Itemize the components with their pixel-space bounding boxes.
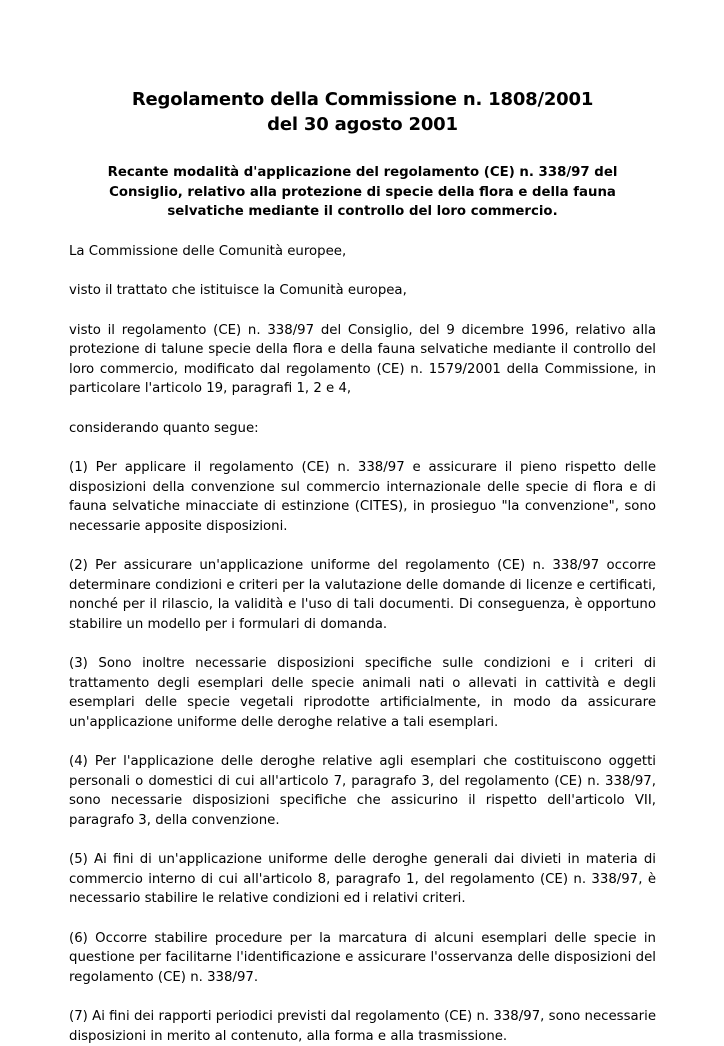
title-line-1: Regolamento della Commissione n. 1808/2001 <box>131 89 594 110</box>
recital-7: (7) Ai fini dei rapporti periodici previsti dal regolamento (CE) n. 338/97, sono necessarie disposizioni in merito al contenuto, alla forma e alla trasmissione. <box>69 1009 656 1044</box>
title-line-2: del 30 agosto 2001 <box>267 114 458 135</box>
document-title <box>69 87 656 137</box>
recital-4: (4) Per l'applicazione delle deroghe relative agli esemplari che costituiscono oggetti personali o domestici di cui all'articolo 7, paragrafo 3, del regolamento (CE) n. 338/97, sono necessarie disposizioni specifiche che assicurino il rispetto dell'articolo VII, paragrafo 3, della convenzione. <box>69 754 656 828</box>
recital-3: (3) Sono inoltre necessarie disposizioni specifiche sulle condizioni e i criteri di trattamento degli esemplari delle specie animali nati o allevati in cattività e degli esemplari delle specie vegetali riprodotte artificialmente, in modo da assicurare un'applicazione uniforme delle deroghe relative a tali esemplari. <box>69 656 656 730</box>
document-subtitle: Recante modalità d'applicazione del regolamento (CE) n. 338/97 del Consiglio, relativo alla protezione di specie della flora e della fauna selvatiche mediante il controllo del loro commercio. <box>107 165 618 219</box>
recital-2: (2) Per assicurare un'applicazione uniforme del regolamento (CE) n. 338/97 occorre determinare condizioni e criteri per la valutazione delle domande di licenze e certificati, nonché per il rilascio, la validità e l'uso di tali documenti. Di conseguenza, è opportuno stabilire un modello per i formulari di domanda. <box>69 558 656 632</box>
recital-1: (1) Per applicare il regolamento (CE) n. 338/97 e assicurare il pieno rispetto delle disposizioni della convenzione sul commercio internazionale delle specie di flora e di fauna selvatiche minacciate di estinzione (CITES), in prosieguo "la convenzione", sono necessarie apposite disposizioni. <box>69 460 656 534</box>
recital-5: (5) Ai fini di un'applicazione uniforme delle deroghe generali dai divieti in materia di commercio interno di cui all'articolo 8, paragrafo 1, del regolamento (CE) n. 338/97, è necessario stabilire le relative condizioni ed i relativi criteri. <box>69 852 656 906</box>
paragraph-treaty: visto il trattato che istituisce la Comunità europea, <box>69 283 407 298</box>
recital-6: (6) Occorre stabilire procedure per la marcatura di alcuni esemplari delle specie in questione per facilitarne l'identificazione e assicurare l'osservanza delle disposizioni del regolamento (CE) n. 338/97. <box>69 930 656 985</box>
paragraph-regulation-reference: visto il regolamento (CE) n. 338/97 del Consiglio, del 9 dicembre 1996, relativo alla protezione di talune specie della flora e della fauna selvatiche mediante il controllo del loro commercio, modificato dal regolamento (CE) n. 1579/2001 della Commissione, in particolare l'articolo 19, paragrafi 1, 2 e 4, <box>69 322 656 396</box>
document-page <box>69 87 656 1046</box>
paragraph-preamble-commission: La Commissione delle Comunità europee, <box>69 243 347 259</box>
paragraph-considering: considerando quanto segue: <box>69 420 259 436</box>
